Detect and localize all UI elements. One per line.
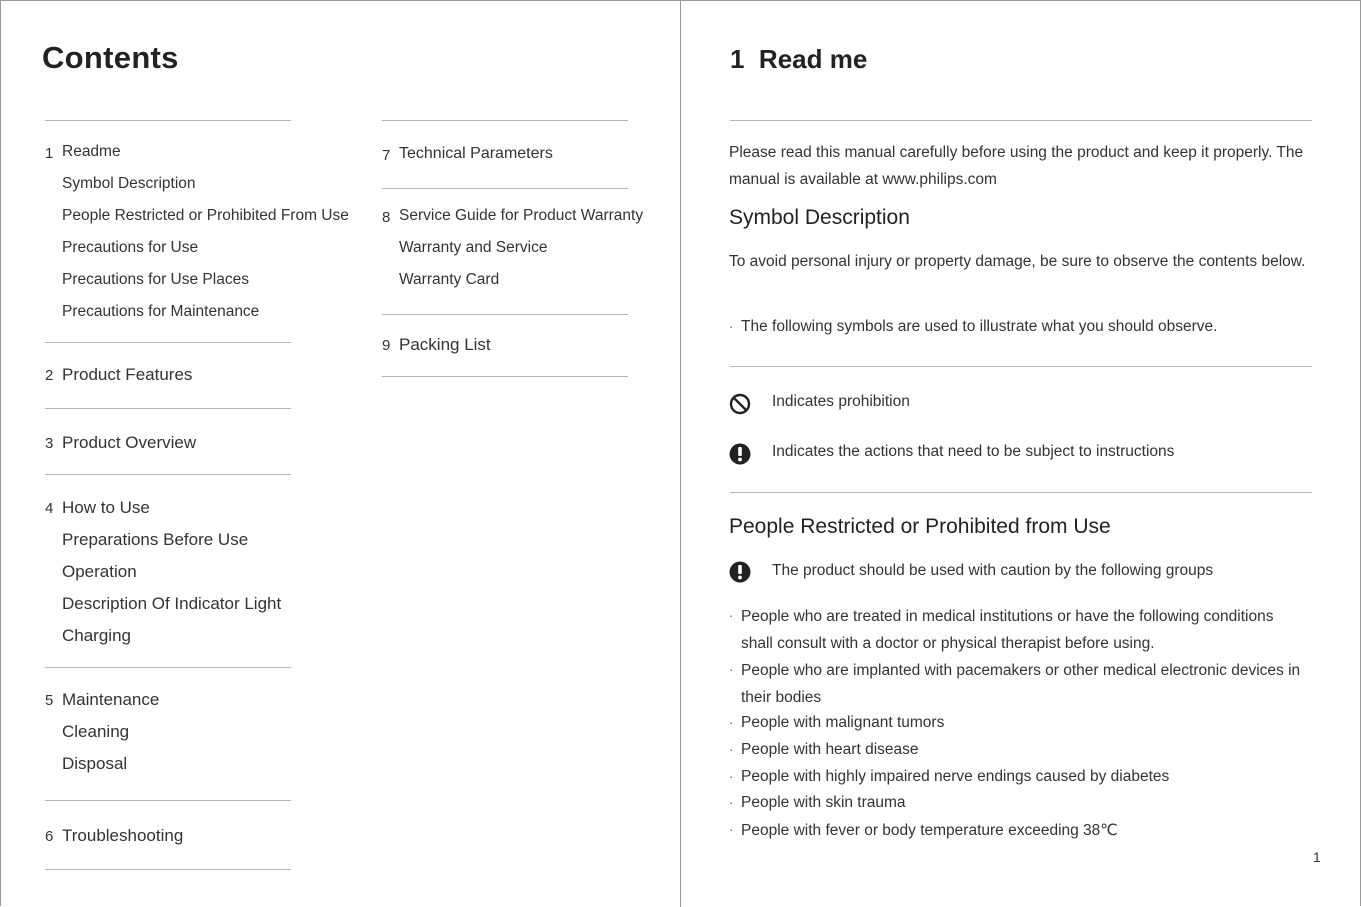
section-rule: [730, 492, 1312, 493]
toc-num: 5: [45, 692, 54, 709]
toc-subitem[interactable]: Precautions for Maintenance: [62, 303, 260, 320]
list-item: People who are treated in medical institutions or have the following conditions shall consult with a doctor or physical therapist before using.: [741, 608, 1274, 652]
toc-num: 6: [45, 828, 54, 845]
toc-rule: [382, 120, 628, 121]
toc-rule: [382, 188, 628, 189]
toc-rule: [45, 869, 291, 870]
list-item: People who are implanted with pacemakers or other medical electronic devices in their bodies: [741, 662, 1301, 706]
toc-rule: [382, 376, 628, 377]
bullet-dot: ·: [729, 822, 734, 837]
bullet-dot: ·: [729, 662, 734, 677]
toc-num: 7: [382, 147, 391, 164]
toc-item-how-to-use[interactable]: How to Use: [62, 498, 150, 517]
bullet-dot: ·: [729, 769, 734, 784]
toc-subitem[interactable]: Precautions for Use Places: [62, 271, 249, 288]
section-rule: [730, 120, 1312, 121]
section-rule: [730, 366, 1312, 367]
symbol-description-heading: Symbol Description: [729, 206, 910, 229]
symbol-paragraph: To avoid personal injury or property damage, be sure to observe the contents below.: [729, 253, 1306, 270]
toc-rule: [45, 342, 291, 343]
toc-num: 4: [45, 500, 54, 517]
toc-rule: [45, 120, 291, 121]
toc-subitem[interactable]: Disposal: [62, 754, 128, 773]
list-item: People with fever or body temperature exceeding 38℃: [741, 822, 1118, 839]
toc-subitem[interactable]: Warranty and Service: [399, 239, 548, 256]
bullet-dot: ·: [729, 715, 734, 730]
contents-title: Contents: [42, 40, 179, 75]
symbol-bullet: The following symbols are used to illustrate what you should observe.: [741, 318, 1218, 335]
readme-heading-text: Read me: [758, 44, 868, 74]
bullet-dot: ·: [729, 319, 734, 334]
toc-subitem[interactable]: People Restricted or Prohibited From Use: [62, 207, 349, 224]
toc-subitem[interactable]: Warranty Card: [399, 271, 500, 288]
readme-heading-num: 1: [730, 44, 745, 74]
caution-text: The product should be used with caution by the following groups: [772, 562, 1214, 579]
toc-subitem[interactable]: Precautions for Use: [62, 239, 199, 256]
exclamation-icon: [729, 443, 751, 465]
toc-subitem[interactable]: Preparations Before Use: [62, 530, 249, 549]
toc-item-packing-list[interactable]: Packing List: [399, 335, 491, 354]
legend-prohibition-text: Indicates prohibition: [772, 393, 910, 410]
intro-paragraph: Please read this manual carefully before using the product and keep it properly. The manual is available at www.philips.com: [729, 144, 1304, 188]
toc-rule: [45, 667, 291, 668]
toc-rule: [45, 800, 291, 801]
toc-subitem[interactable]: Cleaning: [62, 722, 130, 741]
toc-rule: [45, 474, 291, 475]
toc-subitem[interactable]: Description Of Indicator Light: [62, 594, 282, 613]
toc-rule: [382, 314, 628, 315]
prohibition-icon: [729, 393, 751, 415]
bullet-dot: ·: [729, 795, 734, 810]
list-item: People with heart disease: [741, 741, 919, 758]
toc-num: 3: [45, 435, 54, 452]
bullet-dot: ·: [729, 742, 734, 757]
list-item: People with skin trauma: [741, 794, 906, 811]
toc-item-readme[interactable]: Readme: [62, 143, 121, 160]
legend-instruction-text: Indicates the actions that need to be subject to instructions: [772, 443, 1175, 460]
toc-item-product-overview[interactable]: Product Overview: [62, 433, 197, 452]
toc-item-technical-parameters[interactable]: Technical Parameters: [399, 145, 553, 162]
toc-subitem[interactable]: Charging: [62, 626, 131, 645]
toc-subitem[interactable]: Operation: [62, 562, 137, 581]
list-item: People with highly impaired nerve endings caused by diabetes: [741, 768, 1170, 785]
list-item: People with malignant tumors: [741, 714, 945, 731]
bullet-dot: ·: [729, 608, 734, 623]
toc-item-troubleshooting[interactable]: Troubleshooting: [62, 826, 184, 845]
toc-item-product-features[interactable]: Product Features: [62, 365, 193, 384]
toc-subitem[interactable]: Symbol Description: [62, 175, 196, 192]
readme-heading: [730, 44, 867, 75]
toc-num: 2: [45, 367, 54, 384]
people-restricted-heading: People Restricted or Prohibited from Use: [729, 515, 1111, 538]
toc-num: 1: [45, 145, 54, 162]
toc-item-maintenance[interactable]: Maintenance: [62, 690, 160, 709]
toc-num: 8: [382, 209, 391, 226]
exclamation-icon: [729, 561, 751, 583]
toc-num: 9: [382, 337, 391, 354]
spread-divider: [680, 0, 681, 907]
toc-rule: [45, 408, 291, 409]
page-number: 1: [1313, 849, 1321, 865]
toc-item-service-guide[interactable]: Service Guide for Product Warranty: [399, 207, 644, 224]
